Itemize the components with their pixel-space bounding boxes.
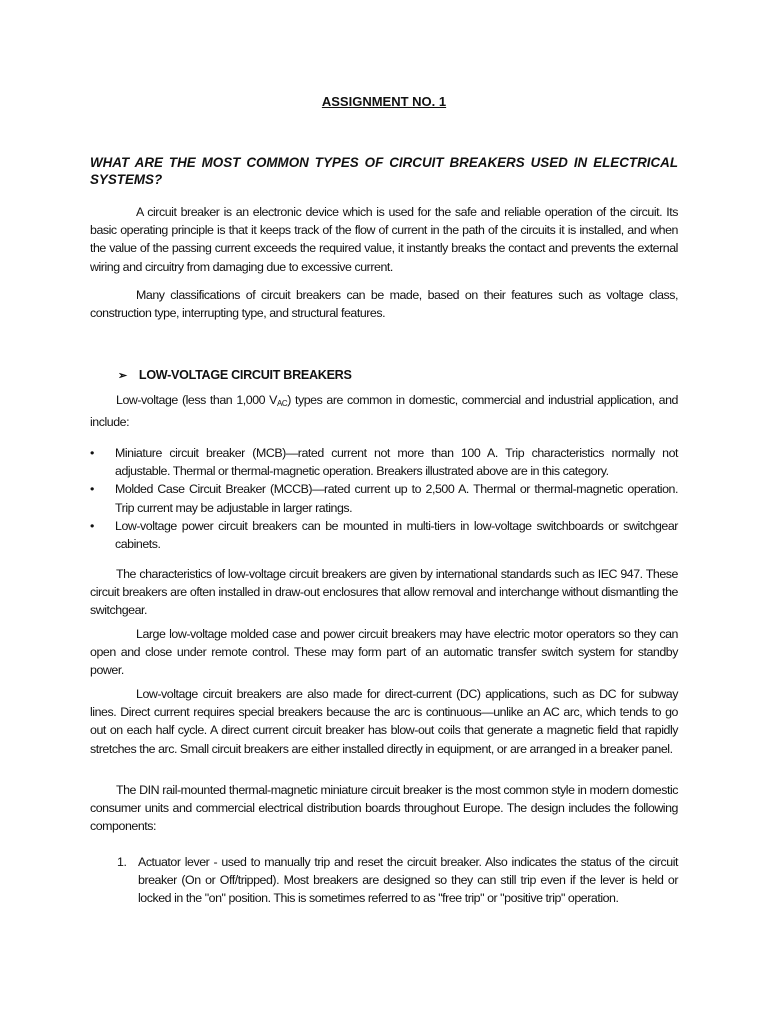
- section-lead-paragraph: Low-voltage (less than 1,000 $V_{AC}$) types are common in domestic, commercial and industrial application, and include:: [90, 393, 678, 430]
- bullet-dot: •: [90, 518, 94, 533]
- list-item: • Low-voltage power circuit breakers can be mounted in multi-tiers in low-voltage switchboards or switchgear cabinets.: [90, 518, 678, 552]
- assignment-title: ASSIGNMENT NO. 1: [321, 94, 447, 109]
- din-rail-paragraph: The DIN rail-mounted thermal-magnetic miniature circuit breaker is the most common style in modern domestic consumer units and commercial electrical distribution boards throughout Europe. The design includes the following components:: [90, 783, 678, 834]
- list-item: 1. Actuator lever - used to manually trip and reset the circuit breaker. Also indicates the status of the circuit breaker (On or Off/tripped). Most breakers are designed so they can still trip even if the lever is held or locked in the "on" position. This is sometimes referred to as "free trip" or "positive trip" operation.: [117, 855, 678, 906]
- item-number: 1.: [117, 855, 127, 869]
- section-heading: [118, 368, 352, 382]
- bullet-dot: •: [90, 446, 94, 460]
- intro-paragraph-2: Many classifications of circuit breakers can be made, based on their features such as voltage class, construction type, interrupting type, and structural features.: [90, 288, 678, 321]
- intro-paragraph-1: A circuit breaker is an electronic device which is used for the safe and reliable operation of the circuit. Its basic operating principle is that it keeps track of the flow of current in the path of the circuits it is installed, and when the value of the passing current exceeds the required value, it instantly breaks the contact and prevents the external wiring and circuitry from damaging due to excessive current.: [90, 205, 678, 274]
- bullet-dot: •: [90, 482, 94, 497]
- list-item: • Miniature circuit breaker (MCB)—rated current not more than 100 A. Trip characteristics normally not adjustable. Thermal or thermal-magnetic operation. Breakers illustrated above are in this category.: [90, 446, 678, 479]
- components-list: [117, 853, 678, 908]
- breaker-type-list: [90, 444, 678, 553]
- arrow-bullet-icon: ➢: [118, 370, 127, 382]
- motor-operators-paragraph: Large low-voltage molded case and power circuit breakers may have electric motor operators so they can open and close under remote control. These may form part of an automatic transfer switch system for standby power.: [90, 627, 678, 678]
- standards-paragraph: The characteristics of low-voltage circuit breakers are given by international standards such as IEC 947. These circuit breakers are often installed in draw-out enclosures that allow removal and interchange without dismantling the switchgear.: [90, 567, 678, 618]
- list-item: • Molded Case Circuit Breaker (MCCB)—rated current up to 2,500 A. Thermal or thermal-magnetic operation. Trip current may be adjustable in larger ratings.: [90, 482, 678, 515]
- question-heading: WHAT ARE THE MOST COMMON TYPES OF CIRCUIT BREAKERS USED IN ELECTRICAL SYSTEMS?: [90, 155, 678, 187]
- dc-breakers-paragraph: Low-voltage circuit breakers are also made for direct-current (DC) applications, such as DC for subway lines. Direct current requires special breakers because the arc is continuous—unlike an AC arc, which tends to go out on each half cycle. A direct current circuit breaker has blow-out coils that generate a magnetic field that rapidly stretches the arc. Small circuit breakers are either installed directly in equipment, or are arranged in a breaker panel.: [90, 687, 678, 756]
- section-heading-text: LOW-VOLTAGE CIRCUIT BREAKERS: [138, 368, 352, 382]
